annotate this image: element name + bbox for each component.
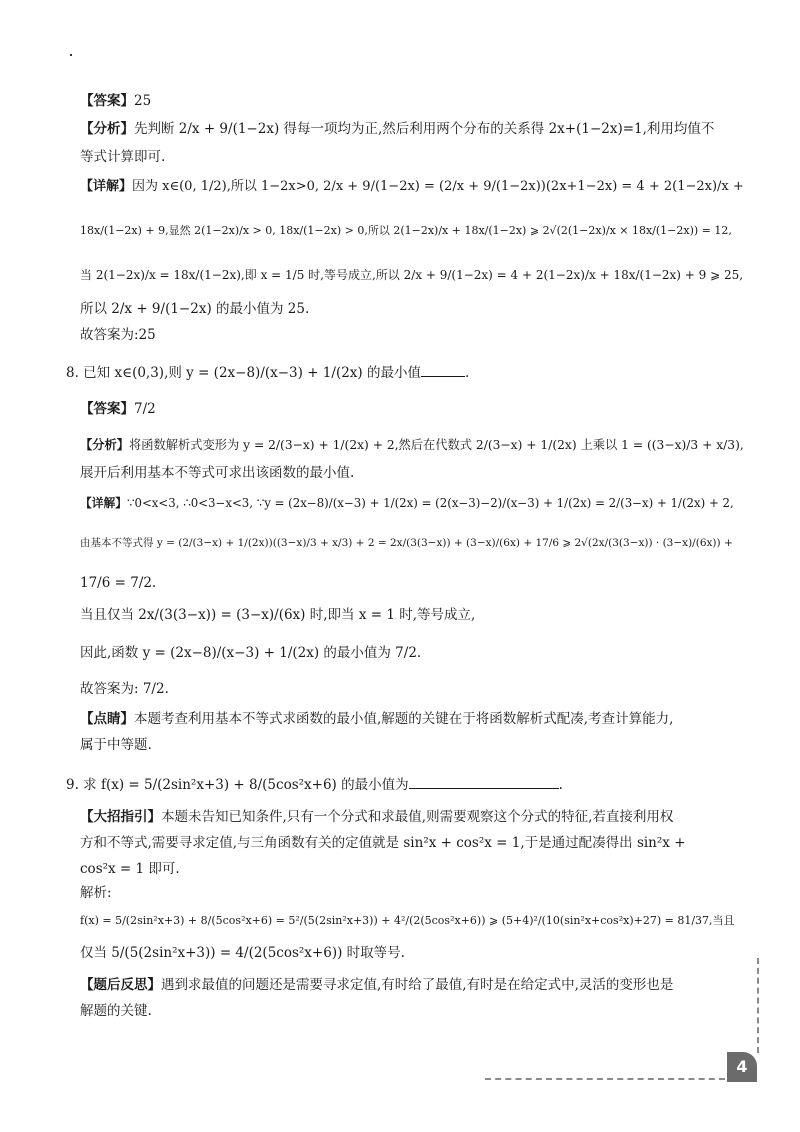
p9-guide [80, 808, 673, 826]
question-end: . [464, 365, 470, 381]
analysis-tag: 【分析】 [80, 121, 134, 137]
detail-tag: 【详解】 [80, 179, 133, 194]
question-end: . [558, 777, 563, 793]
reflection-tag: 【题后反思】 [80, 977, 161, 993]
p8-detail-line4: 当且仅当 2x/(3(3−x)) = (3−x)/(6x) 时,即当 x = 1 时,等号成立, [80, 607, 476, 623]
p9-guide-line3: cos²x = 1 即可. [80, 861, 180, 877]
dashed-border-horizontal [485, 1078, 725, 1080]
p8-analysis-cont: 展开后利用基本不等式可求出该函数的最小值. [80, 465, 355, 481]
p8-question [66, 362, 469, 382]
p8-answer [80, 400, 156, 418]
p9-solution-line2: 仅当 5/(5(2sin²x+3)) = 4/(2(5cos²x+6)) 时取等号. [80, 945, 405, 961]
detail-text: 因为 x∈(0, 1/2),所以 1−2x>0, 2/x + 9/(1−2x) = (2/x + 9/(1−2x))(2x+1−2x) = 4 + 2(1−2x)/x + [132, 179, 744, 194]
reflection-text: 遇到求最值的问题还是需要寻求定值,有时给了最值,有时是在给定式中,灵活的变形也是 [161, 977, 674, 993]
p8-detail-line2: 由基本不等式得 y = (2/(3−x) + 1/(2x))((3−x)/3 + x/3) + 2 = 2x/(3(3−x)) + (3−x)/(6x) + 17/6 ⩾ 2√(2x/(3(3−x)) · (3−x)/(6x)) + [80, 537, 733, 549]
detail-tag: 【详解】 [80, 496, 127, 510]
p7-analysis-cont: 等式计算即可. [80, 149, 166, 165]
p9-question [66, 774, 563, 794]
answer-blank [409, 774, 559, 789]
p8-final: 故答案为: 7/2. [80, 681, 169, 697]
p7-answer [80, 92, 151, 110]
dashed-border-vertical [757, 958, 759, 1053]
p7-detail-line4: 所以 2/x + 9/(1−2x) 的最小值为 25. [80, 301, 310, 317]
detail-text: ∵0<x<3, ∴0<3−x<3, ∵y = (2x−8)/(x−3) + 1/(2x) = (2(x−3)−2)/(x−3) + 1/(2x) = 2/(3−x) + 1/(2x) + 2, [127, 496, 734, 510]
p7-analysis [80, 120, 714, 138]
answer-blank [421, 362, 465, 377]
guide-tag: 【大招指引】 [80, 809, 161, 825]
p9-reflection-cont: 解题的关键. [80, 1003, 152, 1019]
analysis-text: 先判断 2/x + 9/(1−2x) 得每一项均为正,然后利用两个分布的关系得 2x+(1−2x)=1,利用均值不 [134, 121, 715, 137]
p7-detail-line3: 当 2(1−2x)/x = 18x/(1−2x),即 x = 1/5 时,等号成立,所以 2/x + 9/(1−2x) = 4 + 2(1−2x)/x + 18x/(1−2x) + 9 ⩾ 25, [80, 268, 744, 282]
p9-solution-line1: f(x) = 5/(2sin²x+3) + 8/(5cos²x+6) = 5²/(5(2sin²x+3)) + 4²/(2(5cos²x+6)) ⩾ (5+4)²/(10(sin²x+cos²x)+27) = 81/37,当且 [80, 914, 735, 927]
p7-detail [80, 178, 744, 196]
p8-detail-line5: 因此,函数 y = (2x−8)/(x−3) + 1/(2x) 的最小值为 7/2. [80, 645, 422, 661]
answer-tag: 【答案】 [80, 93, 134, 109]
answer-value: 25 [134, 93, 152, 109]
p8-comment-cont: 属于中等题. [80, 737, 152, 753]
comment-tag: 【点睛】 [80, 711, 134, 727]
question-text: 8. 已知 x∈(0,3),则 y = (2x−8)/(x−3) + 1/(2x) 的最小值 [66, 365, 421, 381]
p9-solution-label: 解析: [80, 885, 112, 901]
p9-guide-line2: 方和不等式,需要寻求定值,与三角函数有关的定值就是 sin²x + cos²x = 1,于是通过配凑得出 sin²x + [80, 835, 686, 851]
answer-value: 7/2 [134, 401, 156, 417]
p8-comment [80, 710, 673, 728]
analysis-tag: 【分析】 [80, 437, 129, 452]
stray-dot [70, 54, 72, 56]
question-text: 9. 求 f(x) = 5/(2sin²x+3) + 8/(5cos²x+6) 的最小值为 [66, 777, 409, 793]
p8-detail-line3: 17/6 = 7/2. [80, 575, 157, 591]
p9-reflection [80, 976, 673, 994]
answer-tag: 【答案】 [80, 401, 134, 417]
p8-detail [80, 494, 734, 512]
p7-final: 故答案为:25 [80, 327, 156, 343]
comment-text: 本题考查利用基本不等式求函数的最小值,解题的关键在于将函数解析式配凑,考查计算能力, [134, 711, 674, 727]
page-number: 4 [727, 1052, 757, 1082]
p8-analysis [80, 436, 744, 454]
analysis-text: 将函数解析式变形为 y = 2/(3−x) + 1/(2x) + 2,然后在代数式 2/(3−x) + 1/(2x) 上乘以 1 = ((3−x)/3 + x/3), [129, 438, 744, 452]
p7-detail-line2: 18x/(1−2x) + 9,显然 2(1−2x)/x > 0, 18x/(1−2x) > 0,所以 2(1−2x)/x + 18x/(1−2x) ⩾ 2√(2(1−2x)/x × 18x/(1−2x)) = 12, [80, 224, 732, 237]
guide-text: 本题未告知已知条件,只有一个分式和求最值,则需要观察这个分式的特征,若直接利用权 [161, 809, 674, 825]
